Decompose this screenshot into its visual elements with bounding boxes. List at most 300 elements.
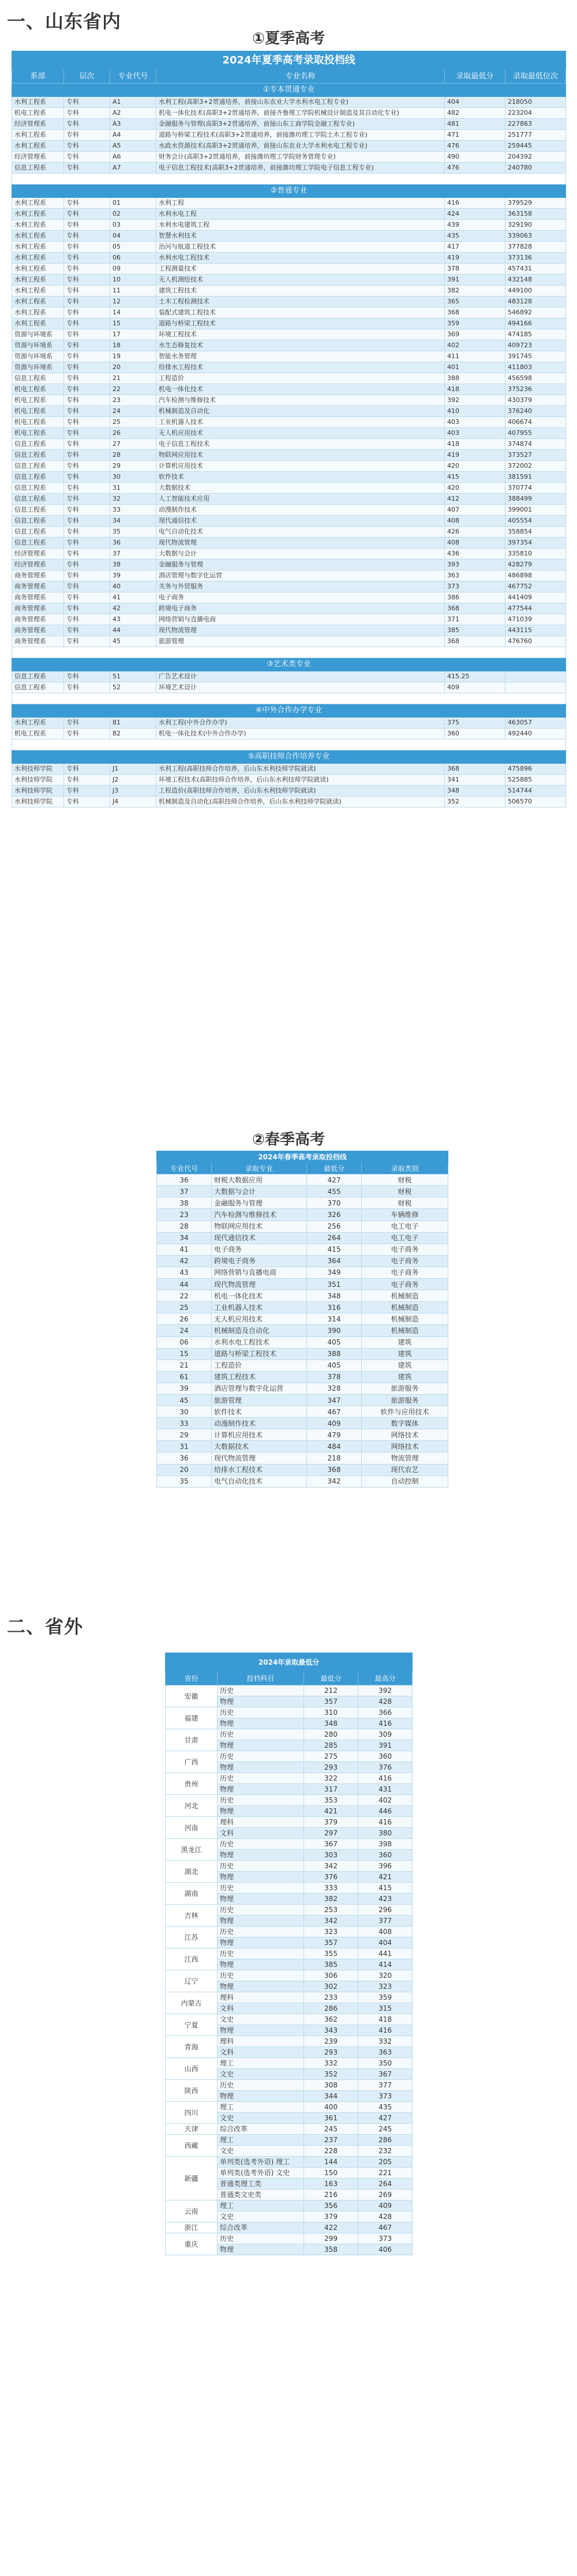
subject-cell: 理工 — [218, 2201, 304, 2211]
department-cell: 机电工程系 — [12, 417, 64, 428]
table-row — [12, 439, 566, 450]
table-row — [157, 1325, 448, 1336]
table-row — [157, 1221, 448, 1232]
column-header: 录取专业 — [212, 1163, 307, 1174]
major-name-cell: 汽车检测与维修技术 — [156, 395, 445, 406]
table-row — [166, 1773, 413, 1784]
table-row — [12, 494, 566, 505]
table-row — [157, 1336, 448, 1348]
min-rank-cell: 373527 — [505, 450, 566, 461]
min-score-cell: 426 — [445, 527, 505, 538]
province-cell: 西藏 — [166, 2135, 218, 2157]
department-cell: 水利工程系 — [12, 242, 64, 253]
department-cell: 信息工程系 — [12, 483, 64, 494]
major-code-cell: 35 — [110, 527, 156, 538]
min-score-cell: 481 — [445, 119, 505, 130]
spacer-cell — [12, 174, 566, 185]
major-code-cell: J3 — [110, 786, 156, 797]
min-score-cell: 297 — [304, 1828, 358, 1839]
max-score-cell: 269 — [358, 2190, 413, 2201]
subject-cell: 物理 — [218, 2091, 304, 2102]
min-score-cell: 322 — [304, 1773, 358, 1784]
department-cell: 水利工程系 — [12, 141, 64, 152]
major-name-cell: 无人机应用技术 — [212, 1313, 307, 1325]
table-row — [12, 119, 566, 130]
min-score-cell: 436 — [445, 549, 505, 559]
major-code-cell: 39 — [157, 1383, 212, 1394]
major-name-cell: 建筑工程技术 — [212, 1371, 307, 1383]
min-score-cell: 467 — [307, 1406, 362, 1418]
column-header: 专业代号 — [157, 1163, 212, 1174]
min-score-cell: 358 — [304, 2244, 358, 2255]
province-cell: 贵州 — [166, 1773, 218, 1795]
major-code-cell: 30 — [157, 1406, 212, 1418]
subject-cell: 历史 — [218, 1883, 304, 1894]
min-rank-cell: 456598 — [505, 373, 566, 384]
major-name-cell: 道路与桥梁工程技术 — [156, 318, 445, 329]
table-row — [12, 373, 566, 384]
table-row — [12, 671, 566, 682]
min-score-cell: 353 — [304, 1795, 358, 1806]
min-score-cell: 409 — [307, 1418, 362, 1429]
table-row — [12, 108, 566, 119]
min-rank-cell: 329190 — [505, 220, 566, 231]
table-row — [12, 797, 566, 808]
department-cell: 水利技师学院 — [12, 797, 64, 808]
major-name-cell: 动漫制作技术 — [212, 1418, 307, 1429]
major-code-cell: 05 — [110, 242, 156, 253]
major-name-cell: 大数据技术 — [156, 483, 445, 494]
spacer-row — [12, 174, 566, 185]
major-code-cell: 44 — [110, 625, 156, 636]
major-code-cell: A7 — [110, 163, 156, 174]
major-name-cell: 智慧水利技术 — [156, 231, 445, 242]
min-rank-cell: 443115 — [505, 625, 566, 636]
table-row — [12, 625, 566, 636]
category-cell: 数字媒体 — [362, 1418, 448, 1429]
min-score-cell: 239 — [304, 2036, 358, 2047]
min-score-cell: 471 — [445, 130, 505, 141]
table-row — [12, 549, 566, 559]
table-row — [12, 718, 566, 729]
min-score-cell: 420 — [445, 483, 505, 494]
department-cell: 经济管理系 — [12, 549, 64, 559]
level-cell: 专科 — [64, 483, 110, 494]
level-cell: 专科 — [64, 119, 110, 130]
level-cell: 专科 — [64, 97, 110, 108]
category-cell: 电子商务 — [362, 1267, 448, 1278]
table-row — [157, 1174, 448, 1186]
min-score-cell: 303 — [304, 1850, 358, 1861]
level-cell: 专科 — [64, 198, 110, 209]
level-cell: 专科 — [64, 417, 110, 428]
level-cell: 专科 — [64, 516, 110, 527]
section-title-shandong: 一、山东省内 — [7, 10, 122, 32]
min-score-cell: 342 — [304, 1916, 358, 1927]
min-rank-cell: 492440 — [505, 729, 566, 739]
subject-cell: 综合改革 — [218, 2222, 304, 2233]
table-row — [157, 1441, 448, 1452]
major-code-cell: 01 — [110, 198, 156, 209]
group-header: ④中外合作办学专业 — [12, 704, 566, 718]
min-score-cell: 367 — [304, 1839, 358, 1850]
min-score-cell: 368 — [445, 636, 505, 647]
level-cell: 专科 — [64, 351, 110, 362]
major-code-cell: 38 — [110, 559, 156, 570]
min-rank-cell: 471039 — [505, 614, 566, 625]
min-score-cell: 455 — [307, 1186, 362, 1197]
max-score-cell: 416 — [358, 2025, 413, 2036]
department-cell: 信息工程系 — [12, 538, 64, 549]
category-cell: 网络技术 — [362, 1429, 448, 1441]
category-cell: 机械制造 — [362, 1313, 448, 1325]
min-score-cell: 275 — [304, 1751, 358, 1762]
major-code-cell: 23 — [157, 1209, 212, 1221]
min-score-cell: 379 — [304, 1817, 358, 1828]
max-score-cell: 435 — [358, 2102, 413, 2113]
min-score-cell: 253 — [304, 1905, 358, 1916]
province-cell: 甘肃 — [166, 1729, 218, 1751]
major-name-cell: 动漫制作技术 — [156, 505, 445, 516]
min-score-cell: 370 — [307, 1197, 362, 1209]
department-cell: 水利技师学院 — [12, 775, 64, 786]
table-row — [166, 1795, 413, 1806]
level-cell: 专科 — [64, 395, 110, 406]
section-title-outside: 二、省外 — [7, 1616, 84, 1638]
province-cell: 湖北 — [166, 1861, 218, 1883]
max-score-cell: 446 — [358, 1806, 413, 1817]
major-code-cell: 20 — [110, 362, 156, 373]
max-score-cell: 320 — [358, 1970, 413, 1981]
table-row — [12, 450, 566, 461]
level-cell: 专科 — [64, 603, 110, 614]
major-code-cell: 29 — [110, 461, 156, 472]
major-code-cell: 28 — [157, 1221, 212, 1232]
department-cell: 水利工程系 — [12, 97, 64, 108]
table-row — [12, 141, 566, 152]
min-rank-cell: 477544 — [505, 603, 566, 614]
major-code-cell: 36 — [110, 538, 156, 549]
subject-cell: 物理 — [218, 1916, 304, 1927]
max-score-cell: 431 — [358, 1784, 413, 1795]
category-cell: 财税 — [362, 1186, 448, 1197]
major-code-cell: 21 — [157, 1360, 212, 1371]
major-code-cell: 41 — [157, 1244, 212, 1255]
table-row — [12, 570, 566, 581]
major-code-cell: 20 — [157, 1464, 212, 1475]
level-cell: 专科 — [64, 108, 110, 119]
min-rank-cell: 204392 — [505, 152, 566, 163]
department-cell: 水利工程系 — [12, 718, 64, 729]
table-row — [12, 130, 566, 141]
category-cell: 建筑 — [362, 1360, 448, 1371]
min-rank-cell: 411803 — [505, 362, 566, 373]
table-row — [166, 1970, 413, 1981]
min-rank-cell: 375236 — [505, 384, 566, 395]
table-row — [166, 2102, 413, 2113]
table-row — [12, 729, 566, 739]
major-name-cell: 装配式建筑工程技术 — [156, 307, 445, 318]
max-score-cell: 467 — [358, 2222, 413, 2233]
min-score-cell: 356 — [304, 2201, 358, 2211]
table-row — [12, 198, 566, 209]
group-header: ②普通专业 — [12, 185, 566, 198]
table-row — [157, 1209, 448, 1221]
major-name-cell: 金融服务与管理 — [156, 559, 445, 570]
min-score-cell: 328 — [307, 1383, 362, 1394]
major-name-cell: 电子商务 — [212, 1244, 307, 1255]
department-cell: 商务管理系 — [12, 581, 64, 592]
group-header-row — [12, 658, 566, 671]
min-score-cell: 302 — [304, 1981, 358, 1992]
major-code-cell: 31 — [157, 1441, 212, 1452]
province-cell: 辽宁 — [166, 1970, 218, 1992]
table-row — [12, 264, 566, 275]
column-header: 系部 — [12, 70, 64, 84]
table-row — [166, 1883, 413, 1894]
subject-cell: 文史 — [218, 2146, 304, 2157]
table-row — [12, 152, 566, 163]
min-score-cell: 341 — [445, 775, 505, 786]
department-cell: 水利工程系 — [12, 209, 64, 220]
max-score-cell: 286 — [358, 2135, 413, 2146]
max-score-cell: 428 — [358, 1696, 413, 1707]
min-rank-cell: 467752 — [505, 581, 566, 592]
major-name-cell: 财务会计(高职3+2贯通培养，前接潍坊理工学院财务管理专业) — [156, 152, 445, 163]
min-score-cell: 364 — [307, 1255, 362, 1267]
min-score-cell: 306 — [304, 1970, 358, 1981]
major-name-cell: 现代物流管理 — [156, 538, 445, 549]
major-name-cell: 水利水电工程 — [156, 209, 445, 220]
department-cell: 机电工程系 — [12, 406, 64, 417]
major-name-cell: 计算机应用技术 — [156, 461, 445, 472]
min-rank-cell: 430379 — [505, 395, 566, 406]
major-name-cell: 大数据技术 — [212, 1441, 307, 1452]
subject-cell: 历史 — [218, 1970, 304, 1981]
max-score-cell: 441 — [358, 1948, 413, 1959]
department-cell: 水利工程系 — [12, 130, 64, 141]
max-score-cell: 415 — [358, 1883, 413, 1894]
major-name-cell: 无人机测绘技术 — [156, 275, 445, 286]
min-score-cell: 388 — [307, 1348, 362, 1360]
department-cell: 水利工程系 — [12, 307, 64, 318]
min-rank-cell: 240780 — [505, 163, 566, 174]
major-code-cell: 06 — [110, 253, 156, 264]
max-score-cell: 373 — [358, 2091, 413, 2102]
table-row — [166, 1927, 413, 1937]
max-score-cell: 309 — [358, 1729, 413, 1740]
min-rank-cell: 376240 — [505, 406, 566, 417]
major-code-cell: 34 — [110, 516, 156, 527]
min-score-cell: 326 — [307, 1209, 362, 1221]
min-score-cell: 280 — [304, 1729, 358, 1740]
major-name-cell: 旅游管理 — [156, 636, 445, 647]
min-score-cell: 409 — [445, 682, 505, 693]
min-score-cell: 343 — [304, 2025, 358, 2036]
min-score-cell: 408 — [445, 516, 505, 527]
table-row — [166, 2124, 413, 2135]
category-cell: 机械制造 — [362, 1290, 448, 1302]
min-score-cell: 408 — [445, 538, 505, 549]
level-cell: 专科 — [64, 450, 110, 461]
table-row — [12, 406, 566, 417]
summer-admission-table — [12, 51, 566, 808]
major-name-cell: 财税大数据应用 — [212, 1174, 307, 1186]
table-row — [12, 614, 566, 625]
min-score-cell: 314 — [307, 1313, 362, 1325]
table-row — [157, 1255, 448, 1267]
min-score-cell: 419 — [445, 253, 505, 264]
spacer-row — [12, 647, 566, 658]
major-name-cell: 工程造价 — [212, 1360, 307, 1371]
min-score-cell: 418 — [445, 439, 505, 450]
major-code-cell: 04 — [110, 231, 156, 242]
table-caption — [166, 1653, 413, 1672]
province-cell: 陕西 — [166, 2080, 218, 2102]
table-row — [12, 286, 566, 296]
min-score-cell: 421 — [304, 1806, 358, 1817]
subject-cell: 历史 — [218, 1751, 304, 1762]
min-score-cell: 333 — [304, 1883, 358, 1894]
major-code-cell: 37 — [157, 1186, 212, 1197]
min-rank-cell: 514744 — [505, 786, 566, 797]
min-rank-cell: 397354 — [505, 538, 566, 549]
major-name-cell: 水利工程(高职技师合作培养，后山东水利技师学院就读) — [156, 764, 445, 775]
table-row — [157, 1348, 448, 1360]
max-score-cell: 418 — [358, 2014, 413, 2025]
major-name-cell: 工程测量技术 — [156, 264, 445, 275]
min-rank-cell: 525885 — [505, 775, 566, 786]
table-caption-text: 2024年夏季高考录取投档线 — [12, 51, 566, 70]
min-rank-cell: 546892 — [505, 307, 566, 318]
min-score-cell: 308 — [304, 2080, 358, 2091]
min-score-cell: 382 — [304, 1894, 358, 1905]
table-row — [166, 2014, 413, 2025]
category-cell: 电工电子 — [362, 1232, 448, 1244]
table-header-row — [166, 1672, 413, 1685]
major-code-cell: 24 — [110, 406, 156, 417]
subject-cell: 理工 — [218, 2135, 304, 2146]
min-score-cell: 371 — [445, 614, 505, 625]
table-row — [12, 559, 566, 570]
major-code-cell: 26 — [157, 1313, 212, 1325]
min-score-cell: 216 — [304, 2190, 358, 2201]
major-code-cell: 21 — [110, 373, 156, 384]
min-score-cell: 347 — [307, 1394, 362, 1406]
subject-cell: 文科 — [218, 2003, 304, 2014]
major-code-cell: 10 — [110, 275, 156, 286]
province-cell: 湖南 — [166, 1883, 218, 1905]
max-score-cell: 402 — [358, 1795, 413, 1806]
category-cell: 机械制造 — [362, 1302, 448, 1313]
department-cell: 水利工程系 — [12, 220, 64, 231]
subject-cell: 单列类(选考外语) 理工 — [218, 2157, 304, 2168]
subject-cell: 历史 — [218, 1707, 304, 1718]
table-row — [12, 318, 566, 329]
max-score-cell: 232 — [358, 2146, 413, 2157]
major-name-cell: 土木工程检测技术 — [156, 296, 445, 307]
min-rank-cell: 373136 — [505, 253, 566, 264]
major-name-cell: 物联网应用技术 — [212, 1221, 307, 1232]
subject-cell: 单列类(选考外语) 文史 — [218, 2168, 304, 2179]
group-header: ⑤高职技师合作培养专业 — [12, 750, 566, 764]
column-header: 专业名称 — [156, 70, 445, 84]
level-cell: 专科 — [64, 636, 110, 647]
subject-cell: 文史 — [218, 2069, 304, 2080]
min-score-cell: 264 — [307, 1232, 362, 1244]
major-code-cell: 35 — [157, 1475, 212, 1487]
max-score-cell: 323 — [358, 1981, 413, 1992]
table-row — [166, 2036, 413, 2047]
table-row — [157, 1406, 448, 1418]
level-cell: 专科 — [64, 231, 110, 242]
min-rank-cell: 358854 — [505, 527, 566, 538]
table-row — [12, 307, 566, 318]
min-rank-cell: 432148 — [505, 275, 566, 286]
major-code-cell: J4 — [110, 797, 156, 808]
spacer-cell — [12, 647, 566, 658]
table-row — [12, 592, 566, 603]
table-row — [157, 1371, 448, 1383]
major-name-cell: 水利水电工程技术 — [156, 253, 445, 264]
max-score-cell: 416 — [358, 1773, 413, 1784]
major-name-cell: 酒店管理与数字化运营 — [212, 1383, 307, 1394]
level-cell: 专科 — [64, 362, 110, 373]
subject-cell: 历史 — [218, 1773, 304, 1784]
min-score-cell: 348 — [304, 1718, 358, 1729]
major-code-cell: 43 — [157, 1267, 212, 1278]
level-cell: 专科 — [64, 163, 110, 174]
level-cell: 专科 — [64, 141, 110, 152]
subject-cell: 历史 — [218, 1795, 304, 1806]
subject-cell: 物理 — [218, 1872, 304, 1883]
major-code-cell: 29 — [157, 1429, 212, 1441]
table-row — [12, 786, 566, 797]
min-score-cell: 368 — [307, 1464, 362, 1475]
category-cell: 电子商务 — [362, 1244, 448, 1255]
table-row — [12, 516, 566, 527]
max-score-cell: 373 — [358, 2233, 413, 2244]
table-row — [166, 1685, 413, 1696]
major-code-cell: 33 — [157, 1418, 212, 1429]
max-score-cell: 392 — [358, 1685, 413, 1696]
major-code-cell: 02 — [110, 209, 156, 220]
min-score-cell: 368 — [445, 764, 505, 775]
table-row — [12, 97, 566, 108]
category-cell: 软件与应用技术 — [362, 1406, 448, 1418]
department-cell: 商务管理系 — [12, 592, 64, 603]
min-score-cell: 405 — [307, 1336, 362, 1348]
max-score-cell: 315 — [358, 2003, 413, 2014]
subject-cell: 物理 — [218, 1937, 304, 1948]
major-name-cell: 电气自动化技术 — [156, 527, 445, 538]
min-score-cell: 361 — [304, 2113, 358, 2124]
table-row — [157, 1279, 448, 1290]
level-cell: 专科 — [64, 718, 110, 729]
subject-cell: 物理 — [218, 1696, 304, 1707]
level-cell: 专科 — [64, 775, 110, 786]
table-row — [12, 764, 566, 775]
major-code-cell: 45 — [157, 1394, 212, 1406]
table-row — [12, 603, 566, 614]
major-name-cell: 软件技术 — [156, 472, 445, 483]
min-score-cell: 424 — [445, 209, 505, 220]
major-name-cell: 汽车检测与维修技术 — [212, 1209, 307, 1221]
min-score-cell: 233 — [304, 1992, 358, 2003]
major-code-cell: A3 — [110, 119, 156, 130]
table-row — [157, 1429, 448, 1441]
min-rank-cell: 381591 — [505, 472, 566, 483]
